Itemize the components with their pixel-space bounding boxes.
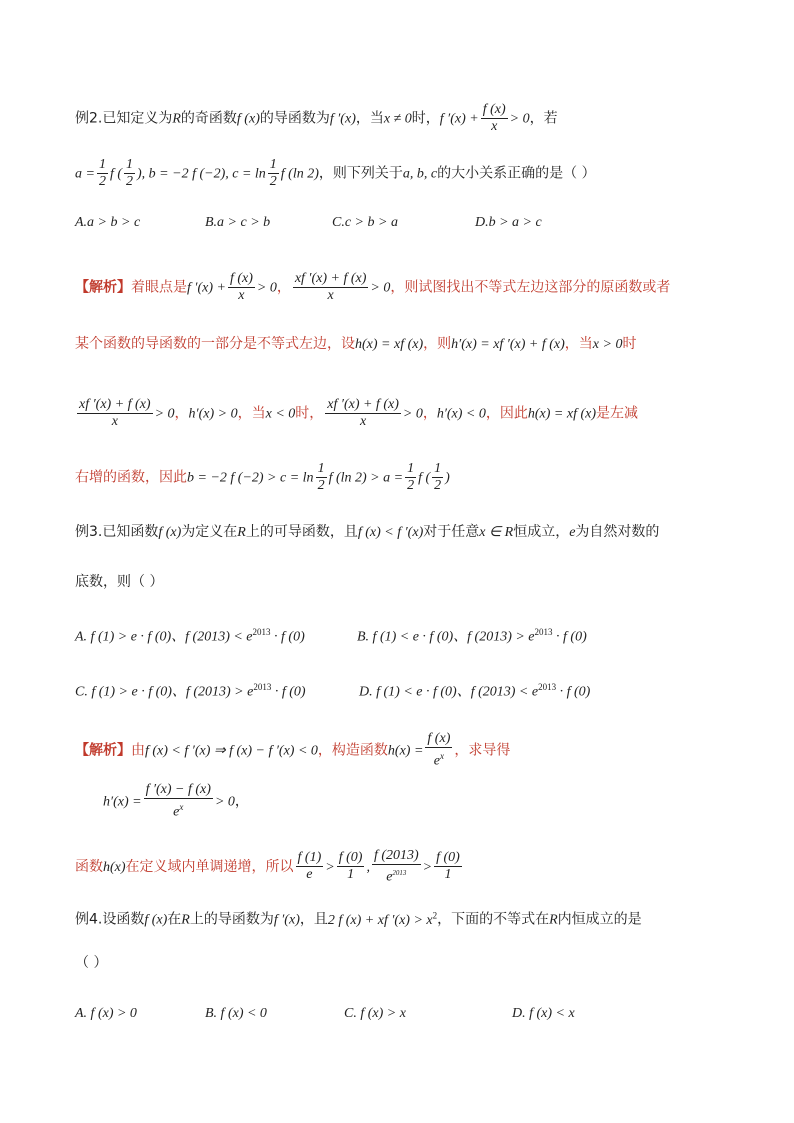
ex2-text: 的奇函数: [180, 110, 237, 127]
math: ), b = −2 f (−2), c = ln: [137, 166, 266, 182]
sol3-text: ，: [234, 793, 249, 810]
ex3-text: 上的可导函数，且: [245, 524, 358, 540]
option-d: D.b > a > c: [475, 215, 542, 230]
sol3-text: 在定义域内单调递增，所以: [125, 858, 294, 875]
ex3-text: 例3.已知函数: [75, 524, 159, 540]
sol2-line1: [75, 271, 670, 304]
fraction: $\frac{xf '(x) + f (x)}{x}$: [294, 271, 367, 303]
sol2-text: ，当: [564, 336, 593, 352]
ex2-text: 例2.已知定义为: [75, 110, 173, 127]
math: f ′(x) +: [439, 111, 479, 127]
fraction: $\frac{1}{2}$: [434, 461, 442, 493]
analysis-tag: 【解析】: [75, 742, 131, 759]
math: e: [569, 525, 576, 540]
ex3-text: 为自然对数的: [575, 524, 660, 540]
ex4-question-line1: [75, 905, 642, 931]
fraction: $\frac{f '(x) - f (x)}{e^x}$: [145, 782, 211, 820]
math: a, b, c: [402, 166, 438, 182]
math: b = −2 f (−2) > c = ln: [187, 470, 314, 486]
ex3-options-cd: [75, 677, 590, 703]
math: > 0: [402, 406, 423, 422]
sol2-line4: [75, 461, 450, 494]
math: x ∈ R: [479, 525, 514, 540]
math: R: [181, 912, 190, 928]
ex4-options: [75, 1003, 575, 1024]
sol3-line2: [103, 782, 249, 821]
math: ): [445, 470, 450, 486]
ex3-options-ab: [75, 622, 587, 648]
ex3-text: 为定义在: [181, 524, 238, 540]
sol3-text: ，求导得: [454, 742, 511, 759]
math: > 0: [256, 280, 277, 296]
option-c: C.c > b > a: [332, 215, 398, 230]
fraction: $\frac{xf '(x) + f (x)}{x}$: [79, 397, 151, 429]
math: >: [325, 859, 335, 875]
math: > 0: [370, 280, 391, 296]
ex4-text: 在: [167, 911, 182, 928]
analysis-tag: 【解析】: [75, 279, 131, 296]
math: f ′(x): [273, 912, 300, 928]
math: f (ln 2) > a =: [328, 470, 404, 486]
fraction: $\frac{f (2013)}{e^{2013}}$: [373, 848, 419, 885]
math: h(x) =: [387, 743, 424, 759]
math: h′(x) < 0: [436, 406, 486, 422]
sol3-line3: [75, 848, 464, 886]
math: R: [237, 525, 246, 540]
ex4-text: 上的导函数为: [189, 911, 274, 928]
ex2-text: ，当: [355, 110, 384, 127]
ex2-text: 时，: [411, 110, 440, 127]
option-d: D. f (1) < e · f (0)、f $(2013) < e^{2013} \cdot f$ (0): [359, 682, 591, 700]
fraction: $\frac{f (0)}{1}$: [338, 850, 363, 883]
sol2-text: ，则试图找出不等式左边这部分的原函数或者: [390, 279, 671, 296]
fraction: $\frac{f (x)}{e^x}$: [427, 731, 451, 769]
option-d: D. f (x) < x: [512, 1006, 575, 1021]
math: f ′(x): [329, 111, 356, 127]
ex3-text: 恒成立，: [513, 524, 570, 540]
fraction: $\frac{1}{2}$: [317, 461, 325, 493]
ex4-text: ，下面的不等式在: [437, 911, 550, 928]
option-c: C. f (1) > e · f (0)、f $(2013) > e^{2013} \cdot f$ (0): [75, 682, 306, 700]
math: f (x): [158, 525, 182, 540]
ex3-question-line2: [75, 572, 163, 592]
fraction: $\frac{f (x)}{x}$: [482, 102, 506, 134]
math: 2 f (x) + xf $'(x) > x^2$: [327, 910, 438, 928]
math: f (: [109, 166, 123, 182]
math: f (x): [236, 111, 260, 127]
ex4-text: 例4.设函数: [75, 911, 145, 928]
sol3-text: ，构造函数: [317, 742, 388, 759]
math: h(x) = xf (x): [527, 406, 597, 422]
math: > 0: [509, 111, 530, 127]
sol2-text: ，: [276, 279, 291, 296]
fraction: $\frac{1}{2}$: [98, 157, 106, 189]
sol2-line2: [75, 334, 636, 355]
sol2-text: ，: [422, 405, 437, 422]
math: x < 0: [265, 406, 296, 422]
ex4-text: 内恒成立的是: [557, 911, 642, 928]
sol2-text: ，: [174, 405, 189, 422]
option-b: B.a > c > b: [205, 215, 271, 230]
math: h′(x) = xf ′(x) + f (x): [451, 337, 565, 352]
sol2-text: ，当: [237, 405, 266, 422]
sol3-text: 由: [131, 742, 145, 759]
math: > 0: [154, 406, 175, 422]
ex2-text: ，若: [529, 110, 558, 127]
math: f (: [418, 470, 431, 486]
sol2-text: ，则: [423, 336, 452, 352]
ex4-text: （ ）: [75, 955, 108, 971]
sol2-text: 右增的函数，因此: [75, 469, 187, 486]
sol2-text: 时，: [295, 405, 324, 422]
math: R: [549, 912, 558, 928]
math: R: [172, 111, 181, 127]
option-b: B. f (1) < e · f (0)、f $(2013) > e^{2013} \cdot f$ (0): [357, 627, 587, 645]
ex2-question-line1: [75, 102, 558, 135]
ex2-question-line2: [75, 157, 596, 190]
math: > 0: [214, 794, 235, 810]
fraction: $\frac{f (x)}{x}$: [229, 271, 253, 303]
math: f (x) < f ′(x): [357, 525, 424, 540]
ex3-question-line1: [75, 522, 659, 543]
ex4-text: ，且: [299, 911, 328, 928]
math: h(x): [103, 859, 126, 875]
math: h′(x) > 0: [188, 406, 238, 422]
sol2-text: 着眼点是: [131, 279, 187, 296]
ex3-text: 底数，则（ ）: [75, 574, 164, 590]
sol2-line3: [75, 397, 638, 430]
math: h(x) = xf (x): [355, 337, 424, 352]
math: x ≠ 0: [383, 111, 412, 127]
sol2-text: 某个函数的导函数的一部分是不等式左边，设: [75, 336, 355, 352]
math: ,: [366, 859, 370, 875]
fraction: $\frac{f (0)}{1}$: [436, 850, 460, 883]
ex2-text: ，则下列关于: [318, 165, 403, 182]
ex4-question-line2: [75, 953, 107, 973]
option-b: B. f (x) < 0: [205, 1006, 267, 1021]
ex3-text: 对于任意: [423, 524, 480, 540]
math: h′(x) =: [103, 794, 142, 810]
fraction: $\frac{1}{2}$: [126, 157, 134, 189]
math: f (x): [144, 912, 168, 928]
math: f (x) < f ′(x) ⇒ f (x) − f ′(x) < 0: [145, 743, 318, 759]
ex2-text: 的导函数为: [259, 110, 330, 127]
sol2-text: 是左减: [596, 405, 639, 422]
math: >: [422, 859, 433, 875]
math: a =: [75, 166, 95, 182]
option-c: C. f (x) > x: [344, 1006, 406, 1021]
option-a: A. f (x) > 0: [75, 1006, 137, 1021]
sol3-line1: [75, 731, 510, 770]
fraction: $\frac{f (1)}{e}$: [297, 850, 322, 883]
sol2-text: 时: [622, 336, 637, 352]
option-a: A.a > b > c: [75, 215, 141, 230]
math: x > 0: [592, 337, 623, 352]
math: f (ln 2): [280, 166, 319, 182]
fraction: $\frac{xf '(x) + f (x)}{x}$: [327, 397, 399, 429]
ex2-text: 的大小关系正确的是（ ）: [437, 165, 596, 182]
math: f ′(x) +: [187, 280, 226, 296]
option-a: A. f (1) > e · f (0)、f $(2013) < e^{2013} \cdot f$ (0): [75, 627, 305, 645]
fraction: $\frac{1}{2}$: [269, 157, 277, 189]
sol3-text: 函数: [75, 858, 103, 875]
ex2-options: [75, 212, 542, 233]
fraction: $\frac{1}{2}$: [407, 461, 415, 493]
sol2-text: ，因此: [485, 405, 528, 422]
